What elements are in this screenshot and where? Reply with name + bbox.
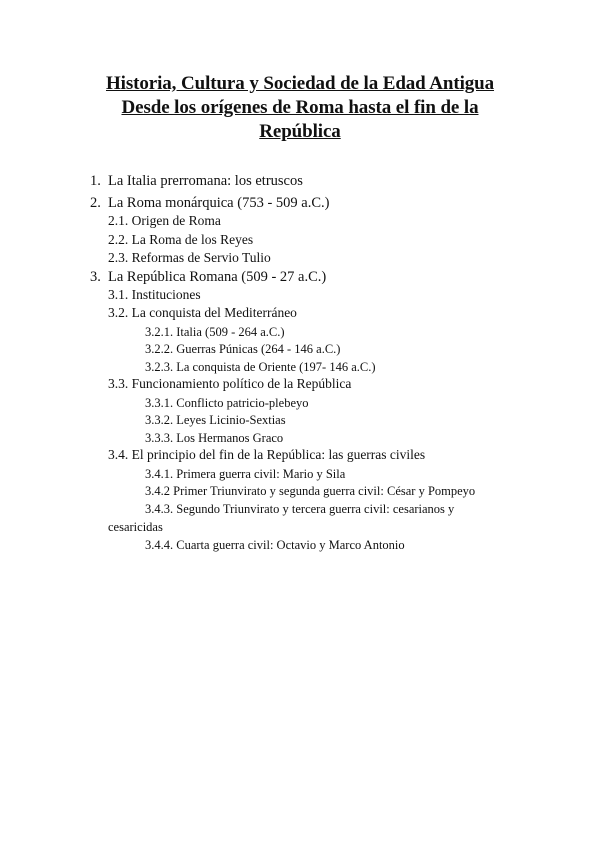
toc-subsection-2-3: 2.3. Reformas de Servio Tulio [108, 250, 271, 265]
toc-section-number: 3. [90, 268, 101, 285]
toc-section-number: 2. [90, 195, 101, 211]
toc-subsubsection-3-4-4: 3.4.4. Cuarta guerra civil: Octavio y Marco Antonio [145, 537, 405, 552]
toc-subsubsection-3-3-1: 3.3.1. Conflicto patricio-plebeyo [145, 395, 309, 410]
toc-subsubsection-3-4-1: 3.4.1. Primera guerra civil: Mario y Sila [145, 466, 346, 481]
toc-entry-continuation: cesaricidas [108, 519, 163, 534]
toc-subsubsection-3-3-3: 3.3.3. Los Hermanos Graco [145, 430, 284, 445]
toc-section-label: La Italia prerromana: los etruscos [108, 173, 303, 189]
toc-section-3 [0, 268, 600, 286]
toc-subsection-2-2: 2.2. La Roma de los Reyes [108, 231, 254, 247]
title-line-3: República [259, 121, 341, 142]
toc-section-label: La República Romana (509 - 27 a.C.) [108, 268, 327, 285]
toc-entry-line: 3.4.3. Segundo Triunvirato y tercera guerra civil: cesarianos y [145, 501, 455, 516]
toc-subsection-3-4: 3.4. El principio del fin de la República: las guerras civiles [108, 447, 426, 462]
toc-section-1 [0, 172, 600, 190]
table-of-contents [0, 172, 600, 553]
toc-section-label: La Roma monárquica (753 - 509 a.C.) [108, 195, 330, 211]
toc-subsubsection-3-4-3 [0, 500, 540, 536]
toc-subsection-3-1: 3.1. Instituciones [108, 286, 201, 302]
title-line-1: Historia, Cultura y Sociedad de la Edad Antigua [105, 73, 495, 94]
toc-subsubsection-3-2-3: 3.2.3. La conquista de Oriente (197- 146 a.C.) [145, 359, 376, 374]
toc-subsubsection-3-2-1: 3.2.1. Italia (509 - 264 a.C.) [145, 324, 285, 339]
toc-subsection-2-1: 2.1. Origen de Roma [108, 213, 221, 228]
toc-subsubsection-3-2-2: 3.2.2. Guerras Púnicas (264 - 146 a.C.) [145, 342, 341, 356]
toc-subsection-3-2: 3.2. La conquista del Mediterráneo [108, 305, 297, 320]
toc-section-2 [0, 194, 600, 212]
toc-section-number: 1. [90, 173, 101, 189]
title-line-2: Desde los orígenes de Roma hasta el fin de la [121, 97, 479, 118]
toc-subsubsection-3-4-2: 3.4.2 Primer Triunvirato y segunda guerra civil: César y Pompeyo [145, 484, 476, 498]
document-title [40, 72, 560, 144]
toc-subsection-3-3: 3.3. Funcionamiento político de la República [108, 376, 352, 391]
toc-subsubsection-3-3-2: 3.3.2. Leyes Licinio-Sextias [145, 413, 286, 427]
